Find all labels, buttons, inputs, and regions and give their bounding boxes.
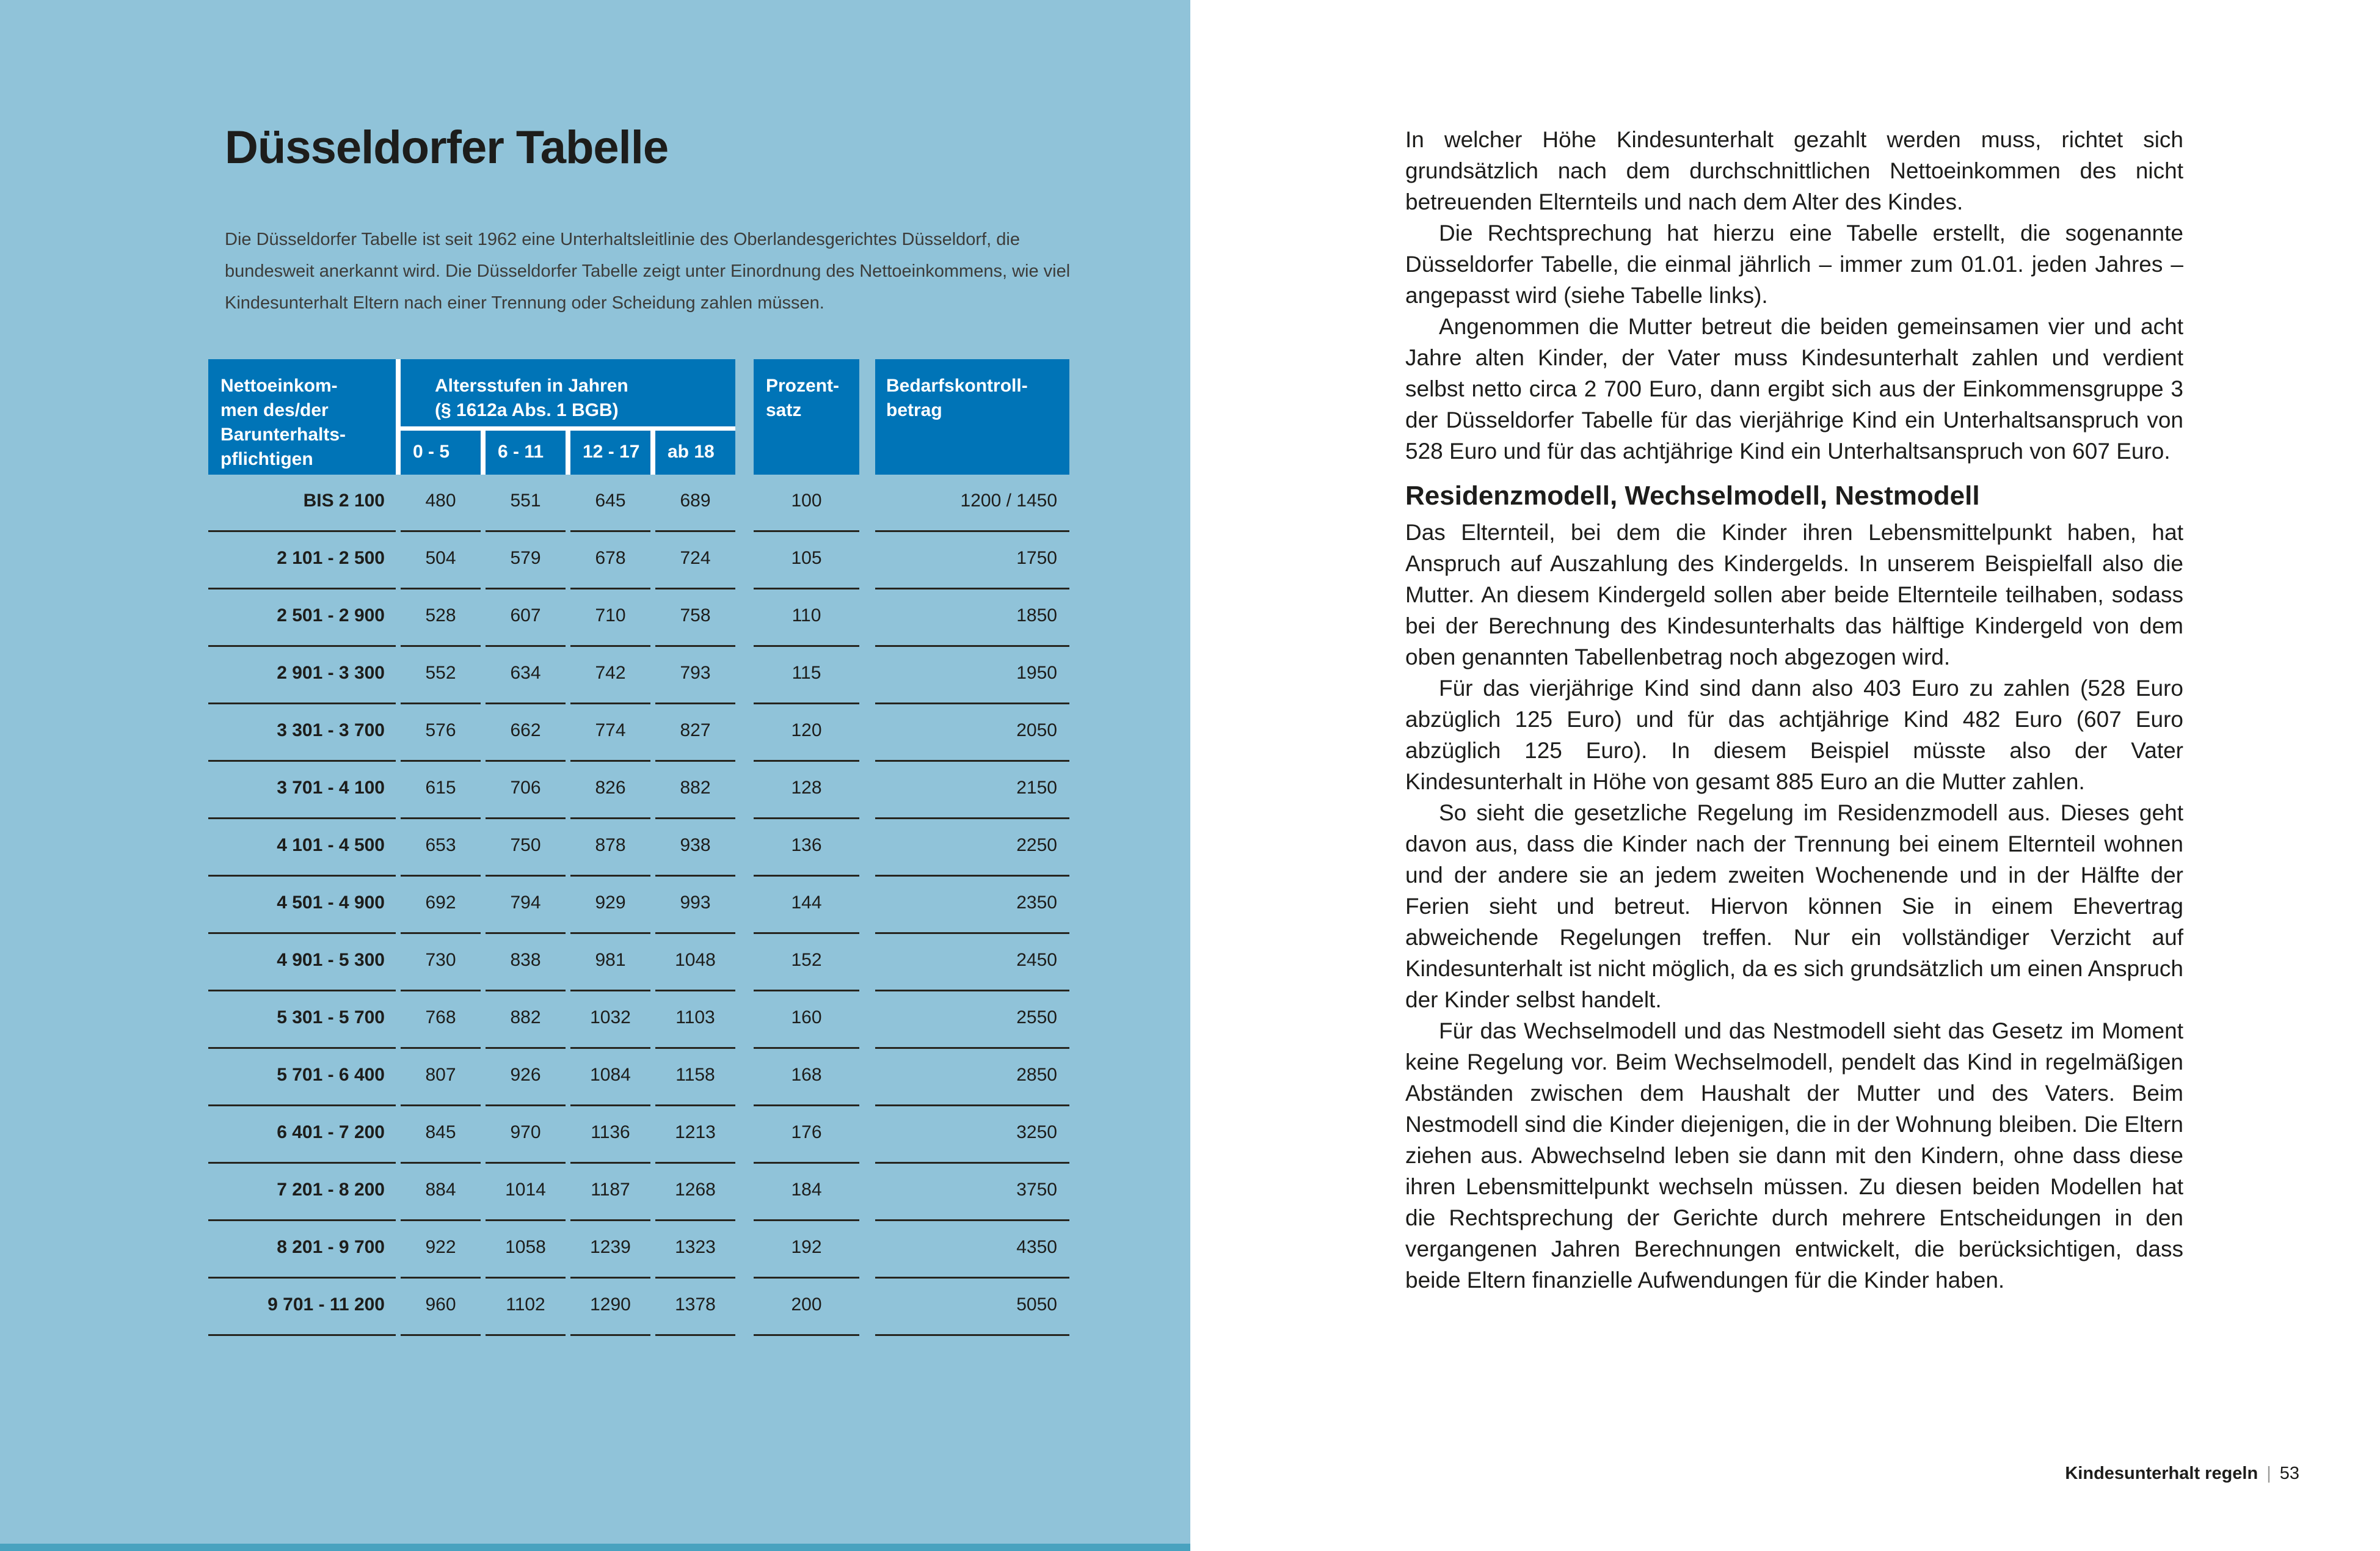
section-heading: Residenzmodell, Wechselmodell, Nestmodell — [1405, 481, 1980, 511]
income-range-cell: 3 301 - 3 700 — [208, 704, 396, 762]
header-line: Altersstufen in Jahren — [435, 376, 628, 396]
age-12-17-cell: 645 — [570, 475, 650, 532]
age-0-5-cell: 653 — [401, 819, 481, 877]
body-paragraph: Für das vierjährige Kind sind dann also 403 Euro zu zahlen (528 Euro abzüglich 125 Euro) und für das achtjährige Kind 482 Euro (607 Euro abzüglich 125 Euro). In diesem Beispiel müsste also der Vater Kindesunterhalt in Höhe von gesamt 885 Euro an die Mutter zahlen. — [1405, 676, 2183, 794]
control-amount-cell: 1750 — [875, 532, 1069, 589]
income-range-cell: 4 501 - 4 900 — [208, 877, 396, 934]
body-paragraph: So sieht die gesetzliche Regelung im Residenzmodell aus. Dieses geht davon aus, dass die Kinder nach der Trennung bei einem Elternteil wohnen und der andere sie an jedem zweiten Wochenende und in der Hälfte der Ferien sieht und betreut. Hiervon können Sie in einem Ehevertrag abweichende Regelungen treffen. Nur ein vollständiger Verzicht auf Kindesunterhalt ist nicht möglich, da es sich grundsätzlich um einen Anspruch der Kinder selbst handelt. — [1405, 800, 2183, 1012]
age-12-17-cell: 929 — [570, 877, 650, 934]
age-6-11-cell: 970 — [486, 1106, 566, 1164]
table-header — [208, 359, 1071, 475]
table-row — [208, 1279, 1071, 1336]
age-6-11-cell: 579 — [486, 532, 566, 589]
body-paragraph: Angenommen die Mutter betreut die beiden gemeinsamen vier und acht Jahre alten Kinder, der Vater muss Kindesunterhalt zahlen und verdient selbst netto circa 2 700 Euro, dann ergibt sich aus der Einkommensgruppe 3 der Düsseldorfer Tabelle für das vierjährige Kind ein Unterhaltsanspruch von 528 Euro und für das achtjährige Kind ein Unterhaltsanspruch von 607 Euro. — [1405, 314, 2183, 464]
table-row — [208, 1164, 1071, 1221]
intro-text: Die Düsseldorfer Tabelle ist seit 1962 eine Unterhaltsleitlinie des Oberlandesgerichtes Düsseldorf, die bundesweit anerkannt wird. Die Düsseldorfer Tabelle zeigt unter Einordnung des Nettoeinkommens, wie viel Kindesunterhalt Eltern nach einer Trennung oder Scheidung zahlen müssen. — [225, 230, 1071, 313]
control-amount-cell: 4350 — [875, 1221, 1069, 1279]
col-header-age-ab-18: ab 18 — [655, 431, 735, 475]
age-12-17-cell: 678 — [570, 532, 650, 589]
percent-cell: 100 — [754, 475, 859, 532]
age-6-11-cell: 706 — [486, 762, 566, 819]
page-footer — [2065, 1464, 2299, 1484]
percent-cell: 160 — [754, 991, 859, 1049]
percent-cell: 176 — [754, 1106, 859, 1164]
table-row — [208, 934, 1071, 991]
age-6-11-cell: 1014 — [486, 1164, 566, 1221]
income-range-cell: 2 101 - 2 500 — [208, 532, 396, 589]
body-paragraph: In welcher Höhe Kindesunterhalt gezahlt werden muss, richtet sich grundsätzlich nach dem durchschnittlichen Nettoeinkommen des nicht betreuenden Elternteils und nach dem Alter des Kindes. — [1405, 127, 2183, 214]
header-line: Prozent- — [766, 376, 839, 396]
right-page — [1190, 0, 2380, 1551]
age-12-17-cell: 1084 — [570, 1049, 650, 1106]
percent-cell: 200 — [754, 1279, 859, 1336]
age-6-11-cell: 551 — [486, 475, 566, 532]
income-range-cell: BIS 2 100 — [208, 475, 396, 532]
body-paragraph: Das Elternteil, bei dem die Kinder ihren Lebensmittelpunkt haben, hat Anspruch auf Auszahlung des Kindergelds. In unserem Beispielfall also die Mutter. An diesem Kindergeld sollen aber beide Elternteile teilhaben, sodass bei der Berechnung des Kindesunterhalts das hälftige Kindergeld von dem oben genannten Tabellenbetrag noch abgezogen wird. — [1405, 520, 2183, 670]
percent-cell: 105 — [754, 532, 859, 589]
control-amount-cell: 3250 — [875, 1106, 1069, 1164]
age-ab-18-cell: 724 — [655, 532, 735, 589]
col-header-age-12-17: 12 - 17 — [570, 431, 655, 475]
control-amount-cell: 2450 — [875, 934, 1069, 991]
percent-cell: 136 — [754, 819, 859, 877]
col-header-nettoeinkommen — [208, 359, 401, 475]
age-0-5-cell: 922 — [401, 1221, 481, 1279]
header-line: pflichtigen — [220, 449, 313, 469]
table-row — [208, 589, 1071, 647]
control-amount-cell: 2150 — [875, 762, 1069, 819]
col-header-bedarfskontrollbetrag — [875, 359, 1069, 475]
age-0-5-cell: 730 — [401, 934, 481, 991]
age-ab-18-cell: 758 — [655, 589, 735, 647]
body-paragraph: Die Rechtsprechung hat hierzu eine Tabelle erstellt, die sogenannte Düsseldorfer Tabelle, die einmal jährlich – immer zum 01.01. jeden Jahres – angepasst wird (siehe Tabelle links). — [1405, 221, 2183, 308]
footer-separator: | — [2266, 1464, 2271, 1483]
age-12-17-cell: 1239 — [570, 1221, 650, 1279]
table-row — [208, 877, 1071, 934]
header-line: Nettoeinkom- — [220, 376, 338, 396]
table-body — [208, 475, 1071, 1336]
income-range-cell: 8 201 - 9 700 — [208, 1221, 396, 1279]
age-6-11-cell: 926 — [486, 1049, 566, 1106]
income-range-cell: 6 401 - 7 200 — [208, 1106, 396, 1164]
age-12-17-cell: 1290 — [570, 1279, 650, 1336]
control-amount-cell: 2350 — [875, 877, 1069, 934]
percent-cell: 115 — [754, 647, 859, 704]
age-ab-18-cell: 1158 — [655, 1049, 735, 1106]
header-line: satz — [766, 400, 802, 420]
age-ab-18-cell: 1103 — [655, 991, 735, 1049]
table-row — [208, 1106, 1071, 1164]
age-ab-18-cell: 1378 — [655, 1279, 735, 1336]
age-0-5-cell: 845 — [401, 1106, 481, 1164]
footer-page-number: 53 — [2279, 1464, 2299, 1483]
income-range-cell: 2 501 - 2 900 — [208, 589, 396, 647]
percent-cell: 152 — [754, 934, 859, 991]
age-6-11-cell: 882 — [486, 991, 566, 1049]
age-0-5-cell: 504 — [401, 532, 481, 589]
income-range-cell: 4 101 - 4 500 — [208, 819, 396, 877]
age-0-5-cell: 960 — [401, 1279, 481, 1336]
footer-section-label: Kindesunterhalt regeln — [2065, 1464, 2258, 1483]
table-row — [208, 704, 1071, 762]
age-ab-18-cell: 1268 — [655, 1164, 735, 1221]
control-amount-cell: 2850 — [875, 1049, 1069, 1106]
control-amount-cell: 3750 — [875, 1164, 1069, 1221]
age-0-5-cell: 576 — [401, 704, 481, 762]
age-0-5-cell: 807 — [401, 1049, 481, 1106]
age-0-5-cell: 552 — [401, 647, 481, 704]
control-amount-cell: 2050 — [875, 704, 1069, 762]
age-0-5-cell: 528 — [401, 589, 481, 647]
age-ab-18-cell: 793 — [655, 647, 735, 704]
body-paragraph: Für das Wechselmodell und das Nestmodell sieht das Gesetz im Moment keine Regelung vor. Beim Wechselmodell, pendelt das Kind in regelmäßigen Abständen zwischen dem Haushalt der Mutter und des Vaters. Beim Nestmodell sind die Kinder diejenigen, die in der Wohnung bleiben. Die Eltern ziehen aus. Abwechselnd leben sie dann mit den Kindern, ohne dass diese ihren Lebensmittelpunkt wechseln müssen. Zu diesen beiden Modellen hat die Rechtsprechung der Gerichte durch mehrere Entscheidungen in den vergangenen Jahren Berechnungen entwickelt, die berücksichtigen, dass beide Eltern finanzielle Aufwendungen für die Kinder haben. — [1405, 1018, 2183, 1293]
age-12-17-cell: 1187 — [570, 1164, 650, 1221]
percent-cell: 144 — [754, 877, 859, 934]
age-6-11-cell: 794 — [486, 877, 566, 934]
table-row — [208, 1221, 1071, 1279]
age-12-17-cell: 826 — [570, 762, 650, 819]
duesseldorfer-tabelle — [208, 359, 1071, 1336]
table-row — [208, 647, 1071, 704]
control-amount-cell: 5050 — [875, 1279, 1069, 1336]
percent-cell: 184 — [754, 1164, 859, 1221]
table-row — [208, 762, 1071, 819]
age-12-17-cell: 878 — [570, 819, 650, 877]
income-range-cell: 5 301 - 5 700 — [208, 991, 396, 1049]
body-text-column — [1405, 124, 2183, 1296]
income-range-cell: 4 901 - 5 300 — [208, 934, 396, 991]
col-header-age-0-5: 0 - 5 — [401, 431, 486, 475]
age-6-11-cell: 662 — [486, 704, 566, 762]
control-amount-cell: 1200 / 1450 — [875, 475, 1069, 532]
age-ab-18-cell: 1323 — [655, 1221, 735, 1279]
income-range-cell: 2 901 - 3 300 — [208, 647, 396, 704]
percent-cell: 168 — [754, 1049, 859, 1106]
income-range-cell: 5 701 - 6 400 — [208, 1049, 396, 1106]
age-0-5-cell: 615 — [401, 762, 481, 819]
age-6-11-cell: 838 — [486, 934, 566, 991]
age-ab-18-cell: 938 — [655, 819, 735, 877]
age-ab-18-cell: 689 — [655, 475, 735, 532]
age-6-11-cell: 634 — [486, 647, 566, 704]
col-group-altersstufen — [401, 359, 735, 475]
income-range-cell: 3 701 - 4 100 — [208, 762, 396, 819]
age-12-17-cell: 742 — [570, 647, 650, 704]
age-6-11-cell: 1102 — [486, 1279, 566, 1336]
age-0-5-cell: 768 — [401, 991, 481, 1049]
table-row — [208, 475, 1071, 532]
control-amount-cell: 1950 — [875, 647, 1069, 704]
header-line: Barunterhalts- — [220, 425, 346, 445]
page-title: Düsseldorfer Tabelle — [225, 122, 669, 173]
table-row — [208, 819, 1071, 877]
age-6-11-cell: 750 — [486, 819, 566, 877]
percent-cell: 120 — [754, 704, 859, 762]
income-range-cell: 9 701 - 11 200 — [208, 1279, 396, 1336]
age-12-17-cell: 1136 — [570, 1106, 650, 1164]
age-6-11-cell: 607 — [486, 589, 566, 647]
header-line: (§ 1612a Abs. 1 BGB) — [435, 400, 619, 420]
header-line: men des/der — [220, 400, 329, 420]
percent-cell: 128 — [754, 762, 859, 819]
control-amount-cell: 1850 — [875, 589, 1069, 647]
age-ab-18-cell: 1213 — [655, 1106, 735, 1164]
age-ab-18-cell: 827 — [655, 704, 735, 762]
col-header-altersstufen — [401, 359, 735, 431]
income-range-cell: 7 201 - 8 200 — [208, 1164, 396, 1221]
age-ab-18-cell: 993 — [655, 877, 735, 934]
age-0-5-cell: 884 — [401, 1164, 481, 1221]
age-12-17-cell: 774 — [570, 704, 650, 762]
header-line: betrag — [886, 400, 942, 420]
age-0-5-cell: 480 — [401, 475, 481, 532]
age-12-17-cell: 1032 — [570, 991, 650, 1049]
age-ab-18-cell: 882 — [655, 762, 735, 819]
age-12-17-cell: 710 — [570, 589, 650, 647]
table-row — [208, 991, 1071, 1049]
age-subheader-row — [401, 431, 735, 475]
control-amount-cell: 2250 — [875, 819, 1069, 877]
percent-cell: 192 — [754, 1221, 859, 1279]
bottom-accent-strip — [0, 1544, 1190, 1551]
table-row — [208, 532, 1071, 589]
col-header-prozentsatz — [754, 359, 859, 475]
age-ab-18-cell: 1048 — [655, 934, 735, 991]
age-6-11-cell: 1058 — [486, 1221, 566, 1279]
header-line: Bedarfskontroll- — [886, 376, 1028, 396]
age-0-5-cell: 692 — [401, 877, 481, 934]
control-amount-cell: 2550 — [875, 991, 1069, 1049]
table-row — [208, 1049, 1071, 1106]
age-12-17-cell: 981 — [570, 934, 650, 991]
col-header-age-6-11: 6 - 11 — [486, 431, 570, 475]
percent-cell: 110 — [754, 589, 859, 647]
